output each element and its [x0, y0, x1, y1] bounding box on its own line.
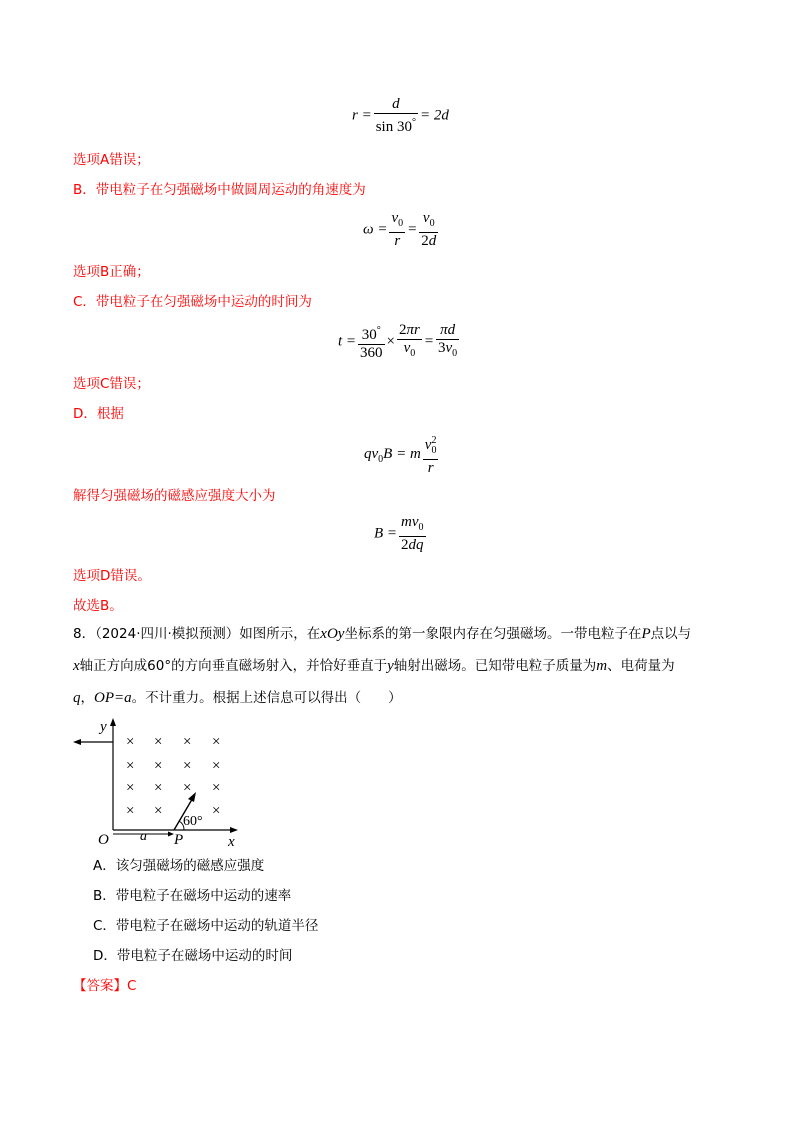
field-cross: × [154, 780, 163, 796]
y-axis-arrow [110, 718, 116, 726]
choice-d[interactable]: D．带电粒子在磁场中运动的时间 [93, 948, 293, 964]
field-cross: × [183, 758, 192, 774]
exit-direction-arrow [73, 739, 81, 745]
answer-label: 【答案】 [73, 978, 127, 994]
option-d-solve: 解得匀强磁场的磁感应强度大小为 [73, 488, 276, 504]
field-cross: × [154, 803, 163, 819]
x-axis-label: x [228, 834, 235, 850]
field-cross: × [183, 734, 192, 750]
field-cross: × [126, 758, 135, 774]
field-cross: × [126, 734, 135, 750]
option-b-analysis: B．带电粒子在匀强磁场中做圆周运动的角速度为 [73, 182, 366, 198]
p-label: P [174, 832, 184, 848]
option-d-analysis: D．根据 [73, 406, 124, 422]
field-cross: × [154, 734, 163, 750]
choice-c[interactable]: C．带电粒子在磁场中运动的轨道半径 [93, 918, 319, 934]
y-axis-label: y [100, 719, 107, 735]
origin-label: O [98, 832, 109, 848]
choice-b[interactable]: B．带电粒子在磁场中运动的速率 [93, 888, 292, 904]
field-cross: × [126, 780, 135, 796]
field-cross: × [212, 780, 221, 796]
answer-line [73, 976, 136, 996]
option-a-conclusion: 选项A错误； [73, 152, 150, 168]
equation-radius: r = $\frac{d}{\sin 30^\circ}$ = 2d [352, 96, 449, 135]
option-b-conclusion: 选项B正确； [73, 264, 150, 280]
equation-angular-velocity: ω = $\frac{v_0}{r}$ = $\frac{v_0}{2d}$ [363, 210, 437, 249]
field-cross: × [212, 734, 221, 750]
choice-a[interactable]: A．该匀强磁场的磁感应强度 [93, 858, 265, 874]
field-cross: × [126, 803, 135, 819]
equation-time: t = $\frac{30^\circ}{360}$ × $\frac{2\pi r}{v_0}$ = $\frac{\pi d}{3v_0}$ [338, 322, 458, 361]
question-line-2: x轴正方向成60°的方向垂直磁场射入，并恰好垂直于y轴射出磁场。已知带电粒子质量为m、电荷量为 [73, 658, 675, 674]
question-number: 8． [73, 626, 96, 642]
field-cross: × [212, 758, 221, 774]
question-line-3: q，OP=a。不计重力。根据上述信息可以得出（ ） [73, 690, 402, 706]
field-cross: × [154, 758, 163, 774]
question-source: （2024·四川·模拟预测） [95, 626, 240, 642]
option-c-conclusion: 选项C错误； [73, 376, 150, 392]
x-axis-arrow [230, 827, 238, 833]
field-cross: × [183, 780, 192, 796]
equation-magnetic-field: B = $\frac{mv_0}{2dq}$ [374, 514, 424, 553]
option-d-conclusion: 选项D错误。 [73, 568, 151, 584]
magnetic-field-figure [70, 715, 250, 850]
field-cross: × [212, 803, 221, 819]
final-answer-statement: 故选B。 [73, 598, 123, 614]
question-line-1: 8．（2024·四川·模拟预测）如图所示，在xOy坐标系的第一象限内存在匀强磁场。一带电粒子在P点以与 [73, 626, 692, 642]
equation-lorentz-force: $qv_0B = m$ $\frac{v_0^2}{r}$ [364, 432, 440, 477]
answer-value: C [127, 978, 137, 994]
option-c-analysis: C．带电粒子在匀强磁场中运动的时间为 [73, 294, 312, 310]
magnetic-field-crosses [126, 734, 220, 819]
a-label: a [140, 829, 147, 844]
angle-label: 60° [183, 814, 203, 829]
